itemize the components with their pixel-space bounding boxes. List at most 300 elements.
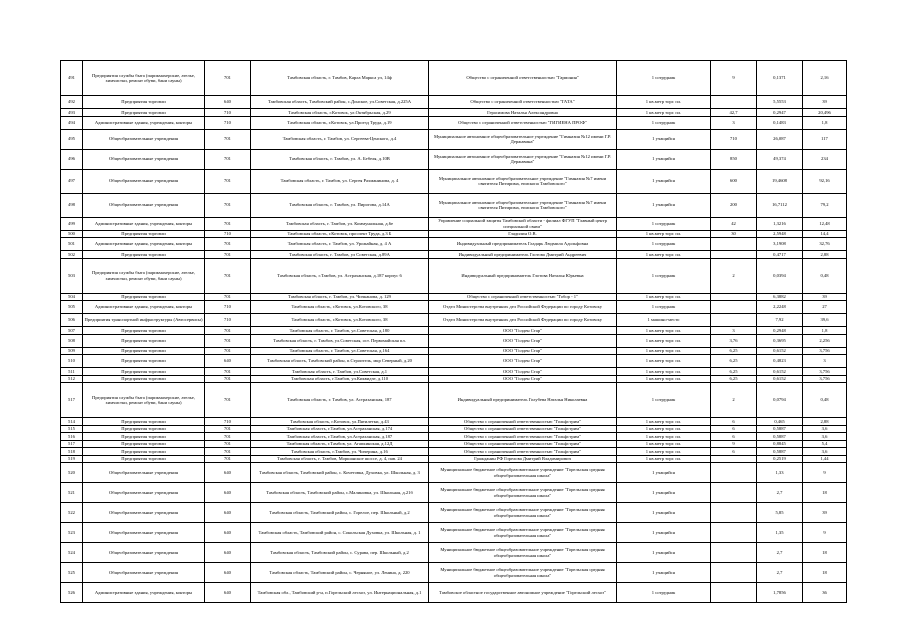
unit-cell: 1 кв.метр торг. пл. — [617, 455, 711, 463]
norm-cell: 7,92 — [757, 314, 803, 327]
address-cell: Тамбовская область, Тамбовский район, с. Сурава, пер. Школьный, д.2 — [251, 543, 429, 563]
quantity-cell — [711, 455, 757, 463]
volume-cell: 18 — [803, 543, 847, 563]
unit-cell: 1 сотрудник — [617, 217, 711, 230]
norm-cell: 26,087 — [757, 129, 803, 149]
code-cell: 701 — [205, 440, 251, 448]
object-type-cell: Предприятия торговли — [83, 327, 205, 335]
address-cell: Тамбовская область, г. Тамбов, ул. Урожайная, д. 4 А — [251, 238, 429, 251]
organization-cell: Гражданин РФ Горелова Дмитрий Владимирович — [429, 455, 617, 463]
organization-cell: Муниципальное бюджетное общеобразовательное учреждение "Горельская средняя общеобразовательная школа" — [429, 483, 617, 503]
row-number-cell: 491 — [61, 61, 83, 96]
code-cell: 701 — [205, 193, 251, 217]
norm-cell: 1,7856 — [757, 583, 803, 603]
object-type-cell: Общеобразовательные учреждения — [83, 483, 205, 503]
object-type-cell: Предприятия торговли — [83, 230, 205, 238]
table-row — [61, 523, 847, 543]
unit-cell: 1 кв.метр торг. пл. — [617, 96, 711, 109]
quantity-cell: 710 — [711, 129, 757, 149]
address-cell: Тамбовская обл., Тамбовский р-н, п.Горельский лесхоз, ул. Интернациональная, д.1 — [251, 583, 429, 603]
organization-cell: Индивидуальный предприниматель Голубева Наталья Николаевна — [429, 383, 617, 418]
organization-cell: Индивидуальный предприниматель Гладарь Людмила Адольфовна — [429, 238, 617, 251]
registry-table — [60, 60, 847, 603]
norm-cell: 5,85 — [757, 503, 803, 523]
norm-cell: 49,374 — [757, 149, 803, 169]
organization-cell: Муниципальное бюджетное общеобразовательное учреждение "Горельская средняя общеобразовательная школа" — [429, 463, 617, 483]
norm-cell: 2,7 — [757, 543, 803, 563]
table-row — [61, 258, 847, 293]
object-type-cell: Административные здания, учреждения, конторы — [83, 301, 205, 314]
object-type-cell: Предприятия торговли — [83, 251, 205, 259]
code-cell: 710 — [205, 116, 251, 129]
norm-cell: 0,2948 — [757, 327, 803, 335]
row-number-cell: 516 — [61, 433, 83, 441]
row-number-cell: 493 — [61, 109, 83, 117]
volume-cell: 2,16 — [803, 61, 847, 96]
unit-cell: 1 кв.метр торг. пл. — [617, 327, 711, 335]
volume-cell: 0,48 — [803, 383, 847, 418]
row-number-cell: 517 — [61, 440, 83, 448]
table-row — [61, 327, 847, 335]
table-row — [61, 238, 847, 251]
object-type-cell: Общеобразовательные учреждения — [83, 169, 205, 193]
object-type-cell: Общеобразовательные учреждения — [83, 563, 205, 583]
organization-cell: Индивидуальный предприниматель Глотова Наталья Юрьевна — [429, 258, 617, 293]
object-type-cell: Предприятия торговли — [83, 96, 205, 109]
volume-cell: 18 — [803, 563, 847, 583]
table-row — [61, 433, 847, 441]
quantity-cell — [711, 301, 757, 314]
object-type-cell: Общеобразовательные учреждения — [83, 149, 205, 169]
address-cell: Тамбовская область, г.Тамбов, ул. Агапкинская, д.12Д — [251, 440, 429, 448]
table-row — [61, 347, 847, 355]
code-cell: 710 — [205, 301, 251, 314]
address-cell: Тамбовская область, Тамбовский район, с.Малиновка, ул. Школьная, д.21б — [251, 483, 429, 503]
code-cell: 710 — [205, 109, 251, 117]
code-cell: 701 — [205, 251, 251, 259]
object-type-cell: Административные здания, учреждения, конторы — [83, 583, 205, 603]
quantity-cell: 600 — [711, 169, 757, 193]
object-type-cell: Административные здания, учреждения, конторы — [83, 238, 205, 251]
organization-cell: Общество с ограниченной ответственностью "Гольфстрим" — [429, 440, 617, 448]
volume-cell: 36 — [803, 583, 847, 603]
quantity-cell: 6,25 — [711, 355, 757, 368]
volume-cell: 79,2 — [803, 193, 847, 217]
address-cell: Тамбовская область, г.Тамбов, ул.Киквидзе, д.110 — [251, 375, 429, 383]
code-cell: 701 — [205, 217, 251, 230]
code-cell: 710 — [205, 418, 251, 426]
norm-cell: 0,6152 — [757, 368, 803, 376]
address-cell: Тамбовская область, г.Тамбов, ул. Чичерина, д.16 — [251, 448, 429, 456]
volume-cell: 3,6 — [803, 425, 847, 433]
organization-cell: ООО "Голден Стар" — [429, 327, 617, 335]
norm-cell: 1,3216 — [757, 217, 803, 230]
object-type-cell: Предприятия торговли — [83, 448, 205, 456]
table-row — [61, 368, 847, 376]
code-cell: 701 — [205, 334, 251, 347]
address-cell: Тамбовская область, Тамбовский район, с. Черняное, ул. Ленина, д. 220 — [251, 563, 429, 583]
table-row — [61, 425, 847, 433]
quantity-cell — [711, 463, 757, 483]
address-cell: Тамбовская область, Тамбовский район, с. Горелое, пер. Школьный, д.2 — [251, 503, 429, 523]
organization-cell: Муниципальное автономное общеобразовательное учреждение "Гимназия №7 имени святителя Питирима, епископа Тамбовского" — [429, 169, 617, 193]
table-row — [61, 251, 847, 259]
organization-cell: Общество с ограниченной ответственностью "Гобор - 1" — [429, 293, 617, 301]
table-row — [61, 129, 847, 149]
code-cell: 701 — [205, 368, 251, 376]
address-cell: Тамбовская область, г. Тамбов, ул. А. Бебеля, д.10В — [251, 149, 429, 169]
object-type-cell: Общеобразовательные учреждения — [83, 503, 205, 523]
row-number-cell: 523 — [61, 523, 83, 543]
code-cell: 701 — [205, 327, 251, 335]
unit-cell: 1 учащийся — [617, 169, 711, 193]
organization-cell: Муниципальное бюджетное общеобразовательное учреждение "Горельская средняя общеобразовательная школа" — [429, 563, 617, 583]
object-type-cell: Общеобразовательные учреждения — [83, 193, 205, 217]
quantity-cell — [711, 251, 757, 259]
table-row — [61, 230, 847, 238]
row-number-cell: 520 — [61, 463, 83, 483]
address-cell: Тамбовская область, Тамбовский район, с. Кочетовка, Духовка, ул. Школьная, д. 3 — [251, 463, 429, 483]
quantity-cell: 42,7 — [711, 109, 757, 117]
organization-cell: Отдел Министерства внутренних дел Российской Федерации по городу Котовску — [429, 314, 617, 327]
organization-cell: ООО "Голден Стар" — [429, 334, 617, 347]
volume-cell: 2,88 — [803, 251, 847, 259]
organization-cell: Герасимова Наталья Александровна — [429, 109, 617, 117]
organization-cell: Управление социальной защиты Тамбовской области - филиал ФГУП "Главный центр специальной связи" — [429, 217, 617, 230]
code-cell: 701 — [205, 347, 251, 355]
quantity-cell — [711, 583, 757, 603]
unit-cell: 1 учащийся — [617, 503, 711, 523]
organization-cell: Отдел Министерства внутренних дел Российской Федерации по городу Котовску — [429, 301, 617, 314]
address-cell: Тамбовская область, Тамбовский район, с.Донское, ул.Советская, д.225А — [251, 96, 429, 109]
address-cell: Тамбовская область, г.Котовск, ул.Октябрьская, д.29 — [251, 109, 429, 117]
unit-cell: 1 учащийся — [617, 483, 711, 503]
table-row — [61, 355, 847, 368]
quantity-cell: 3,76 — [711, 334, 757, 347]
quantity-cell — [711, 523, 757, 543]
unit-cell: 1 кв.метр торг. пл. — [617, 334, 711, 347]
table-row — [61, 149, 847, 169]
unit-cell: 1 кв.метр торг. пл. — [617, 230, 711, 238]
address-cell: Тамбовская область, Тамбовский район, п.Строитель, мкр Северный, д.20 — [251, 355, 429, 368]
row-number-cell: 519 — [61, 455, 83, 463]
volume-cell: 18 — [803, 483, 847, 503]
volume-cell: 9 — [803, 523, 847, 543]
quantity-cell: 6 — [711, 433, 757, 441]
norm-cell: 16,7112 — [757, 193, 803, 217]
row-number-cell: 510 — [61, 355, 83, 368]
unit-cell: 1 сотрудник — [617, 258, 711, 293]
unit-cell: 1 кв.метр торг. пл. — [617, 440, 711, 448]
unit-cell: 1 кв.метр торг. пл. — [617, 251, 711, 259]
volume-cell: 32,76 — [803, 238, 847, 251]
address-cell: Тамбовская область, г. Тамбов, ул. Коммунальная, д.6е — [251, 217, 429, 230]
row-number-cell: 502 — [61, 251, 83, 259]
quantity-cell: 850 — [711, 149, 757, 169]
row-number-cell: 524 — [61, 543, 83, 563]
volume-cell: 1,8 — [803, 327, 847, 335]
code-cell: 701 — [205, 455, 251, 463]
quantity-cell: 6 — [711, 418, 757, 426]
code-cell: 701 — [205, 61, 251, 96]
volume-cell: 3,756 — [803, 368, 847, 376]
norm-cell: 0,5887 — [757, 448, 803, 456]
table-row — [61, 301, 847, 314]
table-row — [61, 61, 847, 96]
code-cell: 640 — [205, 583, 251, 603]
unit-cell: 1 кв.метр торг. пл. — [617, 425, 711, 433]
table-row — [61, 563, 847, 583]
unit-cell: 1 учащийся — [617, 563, 711, 583]
code-cell: 701 — [205, 375, 251, 383]
code-cell: 701 — [205, 383, 251, 418]
quantity-cell: 6,25 — [711, 375, 757, 383]
quantity-cell: 30 — [711, 230, 757, 238]
table-row — [61, 96, 847, 109]
table-row — [61, 463, 847, 483]
norm-cell: 1,33 — [757, 463, 803, 483]
organization-cell: ООО "Голден Стар" — [429, 368, 617, 376]
volume-cell: 3,756 — [803, 347, 847, 355]
table-row — [61, 375, 847, 383]
volume-cell: 39 — [803, 293, 847, 301]
volume-cell: 39,6 — [803, 314, 847, 327]
address-cell: Тамбовская область, г. Тамбов, ул. Сергея Рахманинова, д. 4 — [251, 169, 429, 193]
norm-cell: 0,2947 — [757, 109, 803, 117]
address-cell: Тамбовская область, Тамбовский район, с. Сокольская Духовка, ул. Школьная, д. 1 — [251, 523, 429, 543]
norm-cell: 0,1371 — [757, 61, 803, 96]
code-cell: 640 — [205, 96, 251, 109]
code-cell: 701 — [205, 169, 251, 193]
quantity-cell — [711, 238, 757, 251]
volume-cell: 117 — [803, 129, 847, 149]
object-type-cell: Предприятия торговли — [83, 418, 205, 426]
row-number-cell: 494 — [61, 116, 83, 129]
organization-cell: Муниципальное автономное общеобразовательное учреждение "Гимназия №7 имени святителя Питирима, епископа Тамбовского" — [429, 193, 617, 217]
row-number-cell: 500 — [61, 230, 83, 238]
organization-cell: Муниципальное бюджетное общеобразовательное учреждение "Горельская средняя общеобразовательная школа" — [429, 543, 617, 563]
code-cell: 640 — [205, 543, 251, 563]
code-cell: 640 — [205, 563, 251, 583]
address-cell: Тамбовская область, г. Тамбов, Карла Маркса ул, 14ф — [251, 61, 429, 96]
unit-cell: 1 кв.метр торг. пл. — [617, 368, 711, 376]
unit-cell: 1 кв.метр торг. пл. — [617, 293, 711, 301]
object-type-cell: Предприятия службы быта (парикмахерские, ателье, химчистки, ремонт обуви, бани сауны) — [83, 258, 205, 293]
norm-cell: 0,4717 — [757, 251, 803, 259]
address-cell: Тамбовская область, г.Котовск, проспект Труда, д.3 Б — [251, 230, 429, 238]
organization-cell: Муниципальное бюджетное общеобразовательное учреждение "Горельская средняя общеобразовательная школа" — [429, 503, 617, 523]
object-type-cell: Административные здания, учреждения, конторы — [83, 217, 205, 230]
organization-cell: Муниципальное автономное общеобразовательное учреждение "Гимназия №12 имени Г.Р. Державина" — [429, 129, 617, 149]
quantity-cell: 9 — [711, 61, 757, 96]
object-type-cell: Предприятия торговли — [83, 368, 205, 376]
table-row — [61, 455, 847, 463]
volume-cell: 39 — [803, 96, 847, 109]
organization-cell: ООО "Голден Стар" — [429, 375, 617, 383]
quantity-cell — [711, 483, 757, 503]
row-number-cell: 495 — [61, 129, 83, 149]
quantity-cell: 2 — [711, 383, 757, 418]
object-type-cell: Предприятия торговли — [83, 347, 205, 355]
code-cell: 640 — [205, 483, 251, 503]
row-number-cell: 515 — [61, 425, 83, 433]
code-cell: 640 — [205, 503, 251, 523]
table-row — [61, 440, 847, 448]
volume-cell: 3,756 — [803, 375, 847, 383]
object-type-cell: Общеобразовательные учреждения — [83, 129, 205, 149]
table-row — [61, 217, 847, 230]
quantity-cell: 3 — [711, 327, 757, 335]
quantity-cell: 2 — [711, 258, 757, 293]
row-number-cell: 517 — [61, 383, 83, 418]
unit-cell: 1 сотрудник — [617, 116, 711, 129]
volume-cell: 2,88 — [803, 418, 847, 426]
norm-cell: 1,35 — [757, 523, 803, 543]
object-type-cell: Предприятия службы быта (парикмахерские, ателье, химчистки, ремонт обуви, бани сауны) — [83, 383, 205, 418]
norm-cell: 6,3882 — [757, 293, 803, 301]
quantity-cell: 3 — [711, 116, 757, 129]
quantity-cell: 6,25 — [711, 347, 757, 355]
quantity-cell — [711, 563, 757, 583]
object-type-cell: Предприятия торговли — [83, 293, 205, 301]
table-row — [61, 314, 847, 327]
object-type-cell: Административные здания, учреждения, конторы — [83, 116, 205, 129]
code-cell: 640 — [205, 355, 251, 368]
code-cell: 701 — [205, 149, 251, 169]
norm-cell: 0,5887 — [757, 433, 803, 441]
address-cell: Тамбовская область, г. Тамбов, ул. Астраханская, 187 — [251, 383, 429, 418]
volume-cell: 39 — [803, 503, 847, 523]
organization-cell: ООО "Голден Стар" — [429, 355, 617, 368]
document-page — [60, 60, 846, 603]
norm-cell: 2,2248 — [757, 301, 803, 314]
row-number-cell: 504 — [61, 293, 83, 301]
row-number-cell: 508 — [61, 334, 83, 347]
norm-cell: 19,4608 — [757, 169, 803, 193]
row-number-cell: 499 — [61, 217, 83, 230]
table-row — [61, 583, 847, 603]
norm-cell: 0,8845 — [757, 440, 803, 448]
table-row — [61, 109, 847, 117]
quantity-cell: 42 — [711, 217, 757, 230]
quantity-cell — [711, 543, 757, 563]
code-cell: 701 — [205, 258, 251, 293]
table-body — [61, 61, 847, 603]
row-number-cell: 511 — [61, 368, 83, 376]
object-type-cell: Предприятия службы быта (парикмахерские, ателье, химчистки, ремонт обуви, бани сауны) — [83, 61, 205, 96]
quantity-cell — [711, 293, 757, 301]
row-number-cell: 514 — [61, 418, 83, 426]
norm-cell: 0,2519 — [757, 455, 803, 463]
row-number-cell: 522 — [61, 503, 83, 523]
address-cell: Тамбовская область, г. Тамбов, Моршанское шоссе, д. 4, пав. 24 — [251, 455, 429, 463]
table-row — [61, 334, 847, 347]
unit-cell: 1 кв.метр торг. пл. — [617, 109, 711, 117]
norm-cell: 0,0394 — [757, 258, 803, 293]
quantity-cell — [711, 503, 757, 523]
address-cell: Тамбовская область, г.Тамбов, ул.Астраханская, д.174 — [251, 425, 429, 433]
norm-cell: 2,7 — [757, 483, 803, 503]
address-cell: Тамбовская область, г.Котовск, ул.Котовского, 38 — [251, 301, 429, 314]
row-number-cell: 526 — [61, 583, 83, 603]
organization-cell: Общество с ограниченной ответственностью "Гольфстрим" — [429, 448, 617, 456]
address-cell: Тамбовская область, г. Тамбов, ул Советская, д.89А — [251, 251, 429, 259]
row-number-cell: 505 — [61, 301, 83, 314]
norm-cell: 0,0794 — [757, 383, 803, 418]
object-type-cell: Предприятия торговли — [83, 334, 205, 347]
row-number-cell: 497 — [61, 169, 83, 193]
volume-cell: 12,48 — [803, 217, 847, 230]
norm-cell: 0,6152 — [757, 347, 803, 355]
volume-cell: 20,496 — [803, 109, 847, 117]
object-type-cell: Предприятия торговли — [83, 425, 205, 433]
volume-cell: 92,16 — [803, 169, 847, 193]
row-number-cell: 512 — [61, 375, 83, 383]
norm-cell: 0,1483 — [757, 116, 803, 129]
norm-cell: 2,7 — [757, 563, 803, 583]
norm-cell: 0,5887 — [757, 425, 803, 433]
volume-cell: 2,256 — [803, 334, 847, 347]
address-cell: Тамбовская область, г. Тамбов, ул. Пирогова, д.14А — [251, 193, 429, 217]
code-cell: 701 — [205, 238, 251, 251]
volume-cell: 0,48 — [803, 258, 847, 293]
object-type-cell: Предприятия торговли — [83, 355, 205, 368]
code-cell: 701 — [205, 425, 251, 433]
unit-cell: 1 кв.метр торг. пл. — [617, 418, 711, 426]
object-type-cell: Общеобразовательные учреждения — [83, 543, 205, 563]
organization-cell: Общество с ограниченной ответственностью "Гольфстрим" — [429, 418, 617, 426]
organization-cell: Гладилин О.В. — [429, 230, 617, 238]
address-cell: Тамбовская область, г.Тамбов, ул. Астраханская, д.187 корпус 6 — [251, 258, 429, 293]
object-type-cell: Предприятия торговли — [83, 433, 205, 441]
organization-cell: Муниципальное автономное общеобразовательное учреждение "Гимназия №12 имени Г.Р. Державина" — [429, 149, 617, 169]
volume-cell: 3,6 — [803, 433, 847, 441]
address-cell: Тамбовская область, г.Котовск, ул.Котовского, 38 — [251, 314, 429, 327]
code-cell: 701 — [205, 129, 251, 149]
row-number-cell: 503 — [61, 258, 83, 293]
unit-cell: 1 кв.метр торг. пл. — [617, 355, 711, 368]
code-cell: 710 — [205, 314, 251, 327]
table-row — [61, 169, 847, 193]
unit-cell: 1 учащийся — [617, 193, 711, 217]
quantity-cell: 6,25 — [711, 368, 757, 376]
code-cell: 710 — [205, 230, 251, 238]
volume-cell: 5,4 — [803, 440, 847, 448]
row-number-cell: 521 — [61, 483, 83, 503]
norm-cell: 0,6152 — [757, 375, 803, 383]
unit-cell: 1 кв.метр торг. пл. — [617, 375, 711, 383]
address-cell: Тамбовская область, г. Тамбов, ул.Советская, ост. Первомайская пл. — [251, 334, 429, 347]
address-cell: Тамбовская область, г.Тамбов, ул.Астраханская, д.187 — [251, 433, 429, 441]
code-cell: 701 — [205, 433, 251, 441]
row-number-cell: 509 — [61, 347, 83, 355]
organization-cell: Общество с ограниченной ответственностью "Гармония" — [429, 61, 617, 96]
row-number-cell: 525 — [61, 563, 83, 583]
quantity-cell — [711, 96, 757, 109]
quantity-cell: 6 — [711, 448, 757, 456]
organization-cell: Общество с ограниченной ответственностью "ГИГИЕНА ПРОФ" — [429, 116, 617, 129]
quantity-cell: 200 — [711, 193, 757, 217]
row-number-cell: 496 — [61, 149, 83, 169]
object-type-cell: Общеобразовательные учреждения — [83, 523, 205, 543]
row-number-cell: 507 — [61, 327, 83, 335]
norm-cell: 0,465 — [757, 418, 803, 426]
volume-cell: 14,4 — [803, 230, 847, 238]
object-type-cell: Предприятия торговли — [83, 455, 205, 463]
code-cell: 640 — [205, 523, 251, 543]
table-row — [61, 383, 847, 418]
table-row — [61, 503, 847, 523]
